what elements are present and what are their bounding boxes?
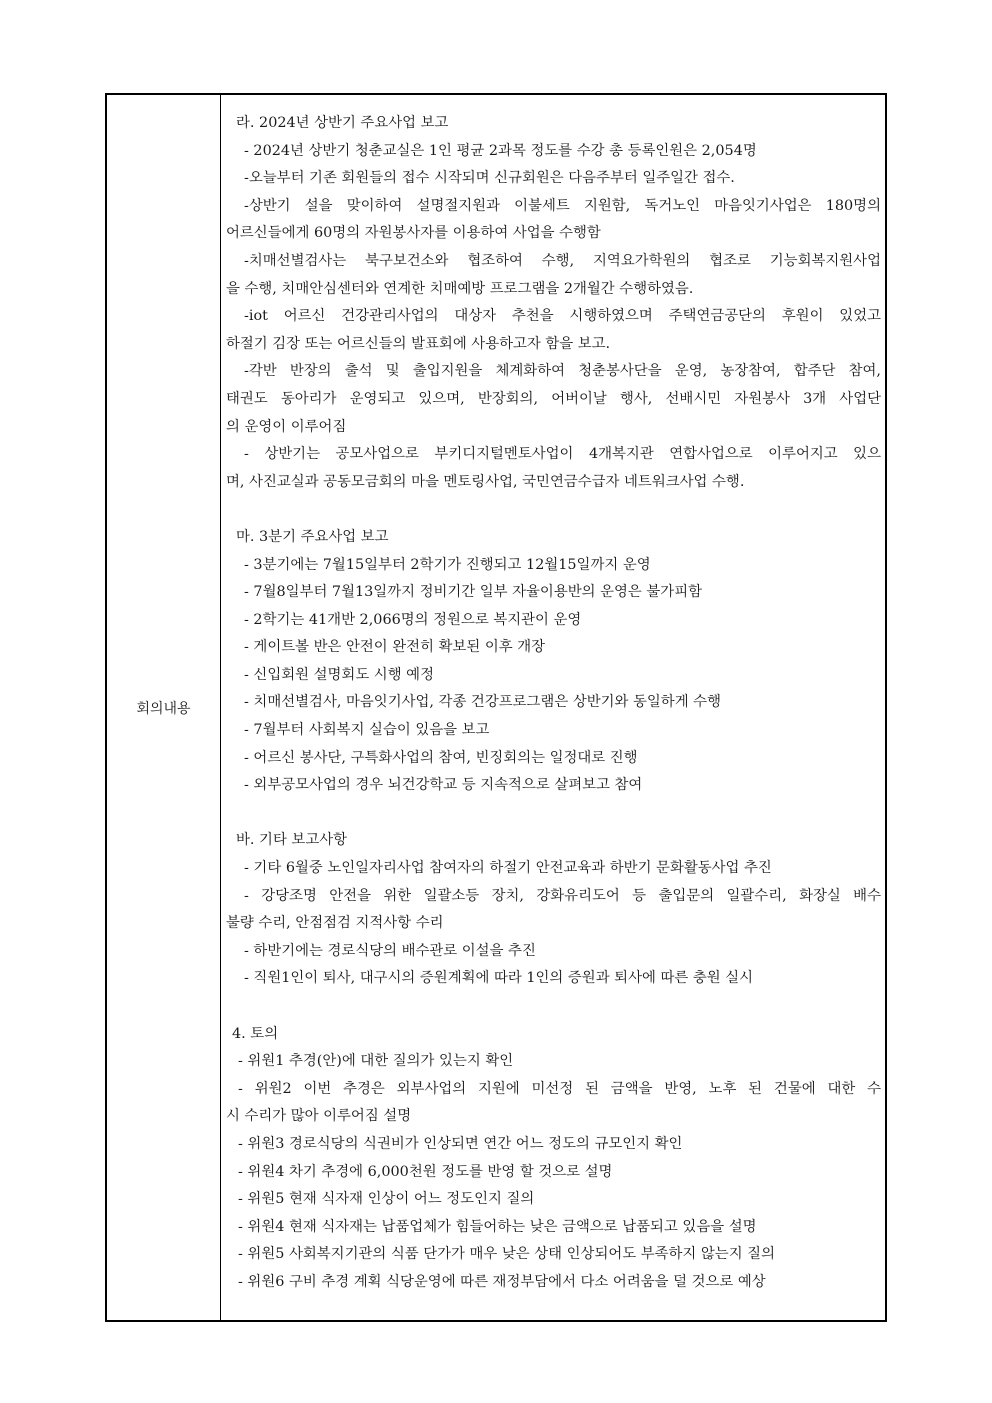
report-item — [226, 938, 881, 966]
report-item — [226, 193, 881, 248]
report-item-line: 시 수리가 많아 이루어짐 설명 — [226, 1108, 412, 1125]
report-item — [226, 634, 881, 662]
report-item — [226, 1186, 881, 1214]
report-item-line: - 하반기에는 경로식당의 배수관로 이설을 추진 — [244, 942, 536, 959]
report-item-line: -각반 반장의 출석 및 출입지원을 체계화하여 청춘봉사단을 운영, 농장참여, 합주단 참여, — [244, 363, 881, 380]
section-heading: 마. 3분기 주요사업 보고 — [236, 528, 389, 545]
report-item — [226, 165, 881, 193]
report-item — [226, 717, 881, 745]
report-item — [226, 772, 881, 800]
report-item — [226, 579, 881, 607]
report-item-line: -상반기 설을 맞이하여 설명절지원과 이불세트 지원함, 독거노인 마음잇기사업은 180명의 — [244, 197, 881, 214]
report-item-line: - 치매선별검사, 마음잇기사업, 각종 건강프로그램은 상반기와 동일하게 수행 — [244, 694, 721, 711]
row-label: 회의내용 — [107, 95, 221, 1320]
report-item — [226, 745, 881, 773]
report-item — [226, 552, 881, 580]
report-item-line: - 게이트볼 반은 안전이 완전히 확보된 이후 개장 — [244, 639, 546, 656]
report-item — [226, 1076, 881, 1131]
report-item-line: - 위원3 경로식당의 식권비가 인상되면 연간 어느 정도의 규모인지 확인 — [238, 1135, 683, 1152]
minutes-table — [105, 93, 887, 1322]
report-item-line: - 위원4 차기 추경에 6,000천원 정도를 반영 할 것으로 설명 — [238, 1163, 613, 1180]
report-item-line: 태권도 동아리가 운영되고 있으며, 반장회의, 어버이날 행사, 선배시민 자원봉사 3개 사업단 — [226, 390, 881, 407]
report-item — [226, 607, 881, 635]
report-item-line: - 외부공모사업의 경우 뇌건강학교 등 지속적으로 살펴보고 참여 — [244, 777, 643, 794]
report-item-line: - 신입회원 설명회도 시행 예정 — [244, 666, 434, 683]
report-item-line: 며, 사진교실과 공동모금회의 마을 멘토링사업, 국민연금수급자 네트워크사업 수행. — [226, 473, 745, 490]
report-item-line: - 기타 6월중 노인일자리사업 참여자의 하절기 안전교육과 하반기 문화활동사업 추진 — [244, 860, 772, 877]
report-item — [226, 883, 881, 938]
report-item-line: - 위원5 사회복지기관의 식품 단가가 매우 낮은 상태 인상되어도 부족하지 않는지 질의 — [238, 1246, 775, 1263]
report-item-line: 불량 수리, 안점점검 지적사항 수리 — [226, 915, 444, 932]
report-item-line: - 위원6 구비 추경 계획 식당운영에 따른 재정부담에서 다소 어려움을 덜 것으로 예상 — [238, 1273, 766, 1290]
report-item-line: - 7월부터 사회복지 실습이 있음을 보고 — [244, 722, 490, 739]
section-spacer — [226, 993, 881, 1021]
report-item-line: 어르신들에게 60명의 자원봉사자를 이용하여 사업을 수행함 — [226, 225, 601, 242]
content-cell — [221, 95, 885, 1320]
section-spacer — [226, 496, 881, 524]
report-item — [226, 303, 881, 358]
report-item-line: - 위원1 추경(안)에 대한 질의가 있는지 확인 — [238, 1053, 514, 1070]
report-item-line: -오늘부터 기존 회원들의 접수 시작되며 신규회원은 다음주부터 일주일간 접수. — [244, 170, 735, 187]
report-item — [226, 358, 881, 441]
report-item — [226, 1214, 881, 1242]
report-item-line: - 3분기에는 7월15일부터 2학기가 진행되고 12월15일까지 운영 — [244, 556, 651, 573]
report-item — [226, 248, 881, 303]
section-spacer — [226, 800, 881, 828]
report-item-line: - 위원5 현재 식자재 인상이 어느 정도인지 질의 — [238, 1191, 535, 1208]
report-item-line: - 직원1인이 퇴사, 대구시의 증원계획에 따라 1인의 증원과 퇴사에 따른 충원 실시 — [244, 970, 754, 987]
report-item-line: - 위원2 이번 추경은 외부사업의 지원에 미선정 된 금액을 반영, 노후 된 건물에 대한 수 — [238, 1080, 881, 1097]
report-item — [226, 1241, 881, 1269]
report-item-line: - 2학기는 41개반 2,066명의 정원으로 복지관이 운영 — [244, 611, 582, 628]
section-heading: 바. 기타 보고사항 — [236, 832, 348, 849]
content-body — [226, 110, 881, 1297]
report-item-line: - 상반기는 공모사업으로 부키디지털멘토사업이 4개복지관 연합사업으로 이루어지고 있으 — [244, 446, 881, 463]
report-item-line: -iot 어르신 건강관리사업의 대상자 추천을 시행하였으며 주택연금공단의 후원이 있었고 — [244, 308, 881, 325]
report-item-line: - 강당조명 안전을 위한 일괄소등 장치, 강화유리도어 등 출입문의 일괄수리, 화장실 배수 — [244, 887, 881, 904]
section-heading: 라. 2024년 상반기 주요사업 보고 — [236, 115, 449, 131]
report-item — [226, 1131, 881, 1159]
report-item-line: -치매선별검사는 북구보건소와 협조하여 수행, 지역요가학원의 협조로 기능회복지원사업 — [244, 252, 881, 269]
report-item — [226, 1159, 881, 1187]
report-item — [226, 965, 881, 993]
report-item — [226, 855, 881, 883]
report-item — [226, 138, 881, 166]
report-item-line: 하절기 김장 또는 어르신들의 발표회에 사용하고자 함을 보고. — [226, 335, 611, 352]
report-item — [226, 1048, 881, 1076]
report-item-line: - 7월8일부터 7월13일까지 정비기간 일부 자율이용반의 운영은 불가피함 — [244, 584, 703, 601]
report-item — [226, 662, 881, 690]
report-item-line: 의 운영이 이루어짐 — [226, 418, 347, 435]
report-item — [226, 689, 881, 717]
report-item-line: - 위원4 현재 식자재는 납품업체가 힘들어하는 낮은 금액으로 납품되고 있음을 설명 — [238, 1218, 757, 1235]
report-item — [226, 441, 881, 496]
report-item-line: 을 수행, 치매안심센터와 연계한 치매예방 프로그램을 2개월간 수행하였음. — [226, 280, 694, 297]
report-item-line: - 어르신 봉사단, 구특화사업의 참여, 빈징회의는 일정대로 진행 — [244, 749, 638, 766]
report-item-line: - 2024년 상반기 청춘교실은 1인 평균 2과목 정도를 수강 총 등록인원은 2,054명 — [244, 142, 757, 159]
section-heading: 4. 토의 — [232, 1025, 279, 1042]
report-item — [226, 1269, 881, 1297]
